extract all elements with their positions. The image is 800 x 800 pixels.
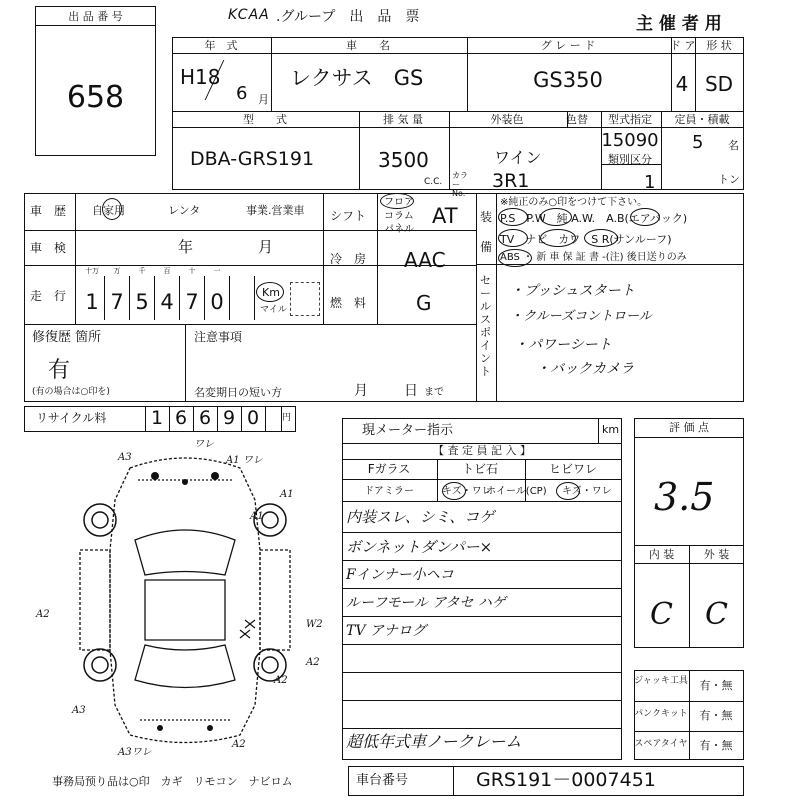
interior-grade: C [650, 597, 673, 632]
fuel-label: 燃 料 [330, 296, 367, 310]
due-label: 名変期日の短い方 [194, 386, 282, 399]
place-10: 十 [188, 267, 196, 275]
remark-line: ルーフモール アタセ ハゲ [346, 595, 506, 611]
office-note: 事務局预り品は○印 カギ リモコン ナビロム [52, 775, 293, 788]
recycle-digit: 9 [222, 407, 236, 429]
repair-value: 有 [48, 358, 71, 383]
class-label: 類別区分 [608, 153, 652, 166]
sales-point-item: ・クルーズコントロール [510, 309, 652, 324]
year-era: H18 [180, 65, 221, 89]
shift-panel: パネル [384, 224, 414, 235]
exterior-label: 外 装 [703, 548, 730, 561]
scratch-circle [442, 482, 466, 500]
year-label: 年 式 [204, 39, 238, 52]
exterior-color-value: ワイン [494, 148, 542, 167]
recycle-digit: 6 [198, 407, 212, 429]
equipment-note: ※純正のみ○印をつけて下さい。 [500, 197, 648, 208]
rating-label: 評 価 点 [669, 421, 709, 434]
mileage-digit: 7 [110, 290, 124, 314]
load-unit: トン [718, 173, 740, 186]
recycle-digit: 1 [150, 407, 164, 429]
mileage-stamp-box [290, 282, 320, 316]
class-value: 1 [644, 172, 656, 193]
exterior-color-label: 外装色 [490, 113, 524, 126]
capacity-value: 5 [692, 132, 704, 153]
year-month: 6 [236, 83, 248, 104]
shift-floor: フロア [384, 197, 414, 208]
diagram-mark: A3 [118, 452, 132, 463]
wheel-damage-label: キズ・ワレ [562, 486, 612, 497]
camera-circle [584, 229, 618, 247]
place-100: 百 [163, 267, 171, 275]
inspection-label: 車 検 [30, 241, 67, 255]
mileage-digit: 5 [135, 290, 149, 314]
place-100k: 十万 [85, 267, 99, 275]
shift-label: シフト [330, 209, 367, 223]
aircon-label: 冷 房 [330, 252, 367, 266]
sales-point-item: ・バックカメラ [536, 361, 634, 377]
due-day: 日 [404, 383, 418, 399]
equipment-row-3: ABS ・ 新 車 保 証 書 -(注) 後日送りのみ [500, 252, 687, 263]
tool-puncture-label: パンクキット [634, 709, 688, 719]
equipment-row-2: TV ナビ カワ S R(サンルーフ) [500, 233, 672, 246]
mileage-digit: 7 [185, 290, 199, 314]
type-designation-label: 型式指定 [608, 113, 652, 126]
color-swap-label: 色替 [566, 113, 588, 126]
repair-note: (有の場合は○印を) [32, 387, 110, 397]
recycle-digit: 6 [174, 407, 188, 429]
capacity-label: 定員・積載 [674, 113, 730, 126]
rating-score: 3.5 [654, 475, 715, 519]
shift-value: AT [432, 204, 458, 228]
ps-circle [498, 208, 528, 226]
chassis-number: GRS191－0007451 [476, 769, 656, 791]
diagram-mark: A2 [306, 657, 320, 668]
tool-puncture-value: 有・無 [699, 709, 733, 722]
mileage-digit: 4 [160, 290, 174, 314]
diagram-mark: A2 [232, 739, 246, 750]
pw-circle [540, 208, 572, 226]
unit-km: Km [262, 286, 280, 299]
doors-label: ド ア [670, 39, 696, 52]
lot-number-box [35, 6, 156, 156]
month-unit: 月 [258, 93, 269, 106]
equipment-row-1: P.S P.W 純 A.W. A.B(エアバック) [500, 212, 688, 225]
diagram-mark: W2 [306, 619, 323, 630]
diagram-mark: A2 [274, 675, 288, 686]
cc-unit: C.C. [424, 177, 443, 187]
recycle-unit: 円 [282, 413, 292, 423]
tv-circle [498, 229, 528, 247]
grade-label: グ レ ー ド [540, 39, 596, 52]
history-rental: レンタ [168, 204, 201, 217]
interior-label: 内 装 [648, 548, 675, 561]
shift-floor-circle [380, 193, 414, 209]
remark-line: 内装スレ、シミ、コゲ [346, 508, 495, 526]
diagram-mark: A3 [72, 705, 86, 716]
tool-jack-label: ジャッキ工具 [634, 676, 688, 686]
equipment-label: 装備 [480, 210, 493, 254]
remark-line: TV アナログ [346, 623, 426, 639]
history-private-circle [102, 198, 122, 220]
mileage-digit: 1 [85, 290, 99, 314]
grade-value: GS350 [533, 68, 603, 92]
lot-number-label: 出 品 番 号 [68, 10, 123, 23]
due-month: 月 [354, 383, 368, 399]
abs-circle [498, 249, 532, 267]
due-suffix: まで [424, 387, 444, 398]
remark-line: Fインナー小ヘコ [346, 567, 454, 583]
diagram-mark: A1 ワレ [226, 455, 263, 466]
final-remark: 超低年式車ノークレーム [346, 732, 522, 751]
organizer-label: 主 催 者 用 [636, 14, 722, 34]
front-glass-label: Fガラス [367, 462, 411, 476]
place-10k: 万 [113, 267, 121, 275]
crack-label: ヒビワレ [548, 462, 597, 476]
brand-logo: KCAA [228, 7, 270, 23]
inspection-month-unit: 月 [258, 238, 274, 256]
aircon-value: AAC [404, 248, 446, 272]
chassis-label: 車台番号 [356, 773, 409, 788]
capacity-unit: 名 [728, 139, 739, 152]
sales-point-item: ・パワーシート [514, 337, 612, 353]
exterior-grade: C [705, 597, 728, 632]
door-mirror-label: ドアミラー [364, 486, 414, 497]
tool-spare-label: スペアタイヤ [634, 739, 688, 749]
diagram-mark: A1 [250, 511, 264, 522]
tool-jack-value: 有・無 [699, 679, 733, 692]
meter-unit: km [602, 423, 620, 436]
place-1k: 千 [138, 267, 146, 275]
fuel-value: G [416, 291, 432, 315]
mileage-digit: 0 [210, 290, 224, 314]
model-value: DBA-GRS191 [190, 148, 315, 170]
wheel-scratch-circle [556, 482, 580, 500]
recycle-digit: 0 [246, 407, 260, 429]
notes-label: 注意事項 [194, 330, 243, 344]
diagram-mark: ワレ [194, 439, 214, 450]
color-no-label: カラー No. [452, 171, 468, 198]
shift-column: コラム [384, 211, 414, 222]
diagram-mark: A3ワレ [118, 747, 152, 758]
color-no-value: 3R1 [492, 170, 530, 192]
unit-mile: マイル [260, 305, 287, 315]
sales-point-item: ・プッシュスタート [510, 283, 635, 299]
chip-label: トビ石 [461, 462, 498, 476]
km-circle [256, 282, 284, 302]
diagram-mark: A2 [36, 609, 50, 620]
model-label: 型 式 [243, 113, 287, 126]
meter-label: 現メーター指示 [362, 423, 454, 438]
mileage-label: 走 行 [30, 289, 67, 303]
body-value: SD [704, 72, 734, 96]
tool-spare-value: 有・無 [699, 739, 733, 752]
recycle-label: リサイクル料 [36, 411, 107, 425]
history-label: 車 歴 [30, 204, 67, 218]
place-1: 一 [213, 267, 221, 275]
sheet-title: .グループ 出 品 票 [276, 9, 420, 25]
body-label: 形 状 [706, 39, 732, 52]
lot-number: 658 [66, 80, 125, 115]
remark-line: ボンネットダンパー× [346, 538, 493, 556]
mirror-damage-label: キズ・ワレ [442, 486, 492, 497]
car-name: レクサス GS [290, 66, 424, 90]
name-label: 車 名 [346, 39, 390, 52]
repair-label: 修復歴 箇所 [32, 330, 102, 345]
displacement-value: 3500 [378, 148, 429, 172]
sales-points-label: セールスポイント [480, 274, 491, 378]
displacement-label: 排 気 量 [383, 113, 423, 126]
ab-circle [630, 208, 660, 226]
doors-value: 4 [675, 72, 689, 96]
history-private: 自家用 [92, 204, 125, 217]
wheel-label: ホイール(CP) [486, 486, 547, 497]
damage-diagram [60, 440, 310, 760]
navi-circle [540, 229, 576, 247]
type-designation-value: 15090 [601, 130, 659, 151]
history-commercial: 事業.営業車 [246, 204, 305, 217]
inspection-year-unit: 年 [178, 238, 194, 256]
inspector-label: 【 査 定 員 記 入 】 [433, 444, 531, 457]
diagram-mark: A1 [280, 489, 294, 500]
